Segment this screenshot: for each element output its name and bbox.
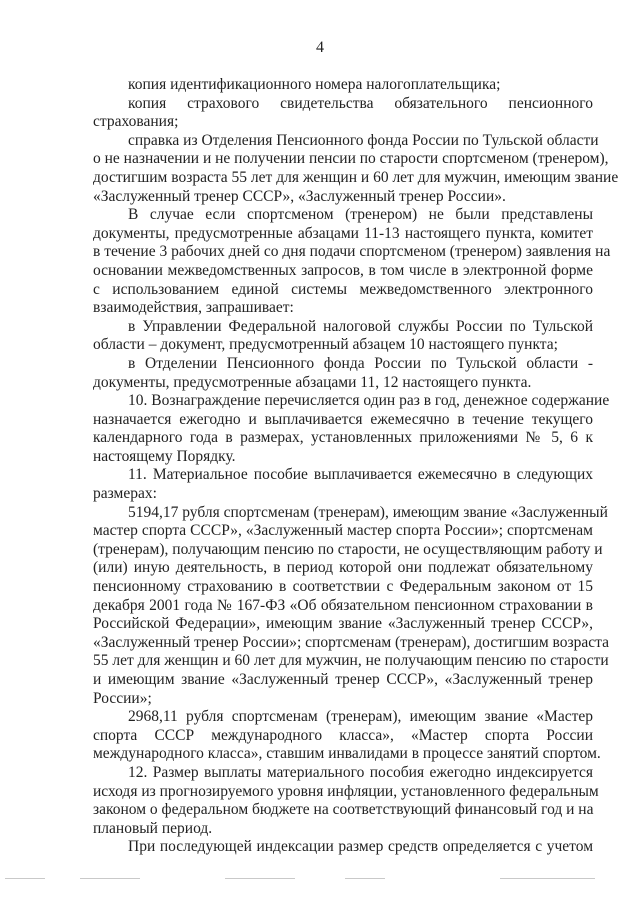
text-line: страхования; (93, 113, 179, 131)
text-line: 5194,17 рубля спортсменам (тренерам), имеющим звание «Заслуженный (128, 503, 608, 521)
text-line: 11. Материальное пособие выплачивается ежемесячно в следующих (128, 466, 593, 484)
text-line: исходя из прогнозируемого уровня инфляции, установленного федеральным (93, 782, 599, 800)
text-line: о не назначении и не получении пенсии по старости спортсменом (тренером), (93, 150, 609, 168)
document-body (93, 76, 619, 857)
text-line: мастер спорта СССР», «Заслуженный мастер спорта России»; спортсменам (93, 522, 593, 540)
text-line: 2968,11 рубля спортсменам (тренерам), имеющим звание «Мастер (128, 708, 593, 726)
text-line: 10. Вознаграждение перечисляется один раз в год, денежное содержание (128, 392, 610, 410)
text-line: документы, предусмотренные абзацами 11-13 настоящего пункта, комитет (93, 224, 593, 242)
text-line: При последующей индексации размер средств определяется с учетом (128, 838, 593, 856)
scan-edge-marks (0, 878, 640, 882)
text-line: В случае если спортсменом (тренером) не были представлены (128, 206, 593, 224)
text-line: размерах: (93, 485, 157, 503)
text-line: с использованием единой системы межведомственного электронного (93, 280, 593, 298)
text-line: настоящему Порядку. (93, 447, 236, 465)
text-line: «Заслуженный тренер СССР», «Заслуженный тренер России». (93, 187, 506, 205)
text-line: (тренерам), получающим пенсию по старости, не осуществляющим работу и (93, 540, 603, 558)
text-line: 12. Размер выплаты материального пособия ежегодно индексируется (128, 763, 593, 781)
text-line: документы, предусмотренные абзацами 11, 12 настоящего пункта. (93, 373, 532, 391)
text-line: в течение 3 рабочих дней со дня подачи спортсменом (тренером) заявления на (93, 243, 611, 261)
text-line: достигшим возраста 55 лет для женщин и 60 лет для мужчин, имеющим звание (93, 168, 619, 186)
text-line: (или) иную деятельность, в период которой они подлежат обязательному (93, 559, 593, 577)
text-line: законом о федеральном бюджете на соответствующий финансовый год и на (93, 801, 594, 819)
text-line: и имеющим звание «Заслуженный тренер СССР», «Заслуженный тренер (93, 671, 593, 688)
text-line: копия идентификационного номера налогоплательщика; (128, 76, 501, 93)
text-line: декабря 2001 года № 167-ФЗ «Об обязательном пенсионном страховании в (93, 596, 593, 614)
text-line: области – документ, предусмотренный абзацем 10 настоящего пункта; (93, 336, 558, 354)
text-line: плановый период. (93, 819, 213, 837)
text-line: взаимодействия, запрашивает: (93, 299, 294, 317)
text-line: основании межведомственных запросов, в том числе в электронной форме (93, 261, 593, 279)
text-line: назначается ежегодно и выплачивается ежемесячно в течение текущего (93, 410, 593, 428)
text-line: справка из Отделения Пенсионного фонда России по Тульской области (128, 131, 599, 149)
text-line: международного класса», ставшим инвалидами в процессе занятий спортом. (93, 745, 601, 763)
text-line: России»; (93, 689, 152, 707)
text-line: Российской Федерации», имеющим звание «Заслуженный тренер СССР», (93, 615, 593, 633)
text-line: «Заслуженный тренер России»; спортсменам (тренерам), достигшим возраста (93, 633, 609, 651)
text-line: в Отделении Пенсионного фонда России по Тульской области - (128, 354, 593, 372)
text-line: пенсионному страхованию в соответствии с Федеральным законом от 15 (93, 578, 593, 596)
page-number: 4 (316, 39, 324, 56)
text-line: 55 лет для женщин и 60 лет для мужчин, не получающим пенсию по старости (93, 652, 609, 670)
text-line: в Управлении Федеральной налоговой службы России по Тульской (128, 317, 593, 335)
text-line: копия страхового свидетельства обязательного пенсионного (128, 94, 593, 112)
text-line: спорта СССР международного класса», «Мастер спорта России (93, 726, 593, 744)
text-line: календарного года в размерах, установленных приложениями № 5, 6 к (93, 429, 593, 447)
